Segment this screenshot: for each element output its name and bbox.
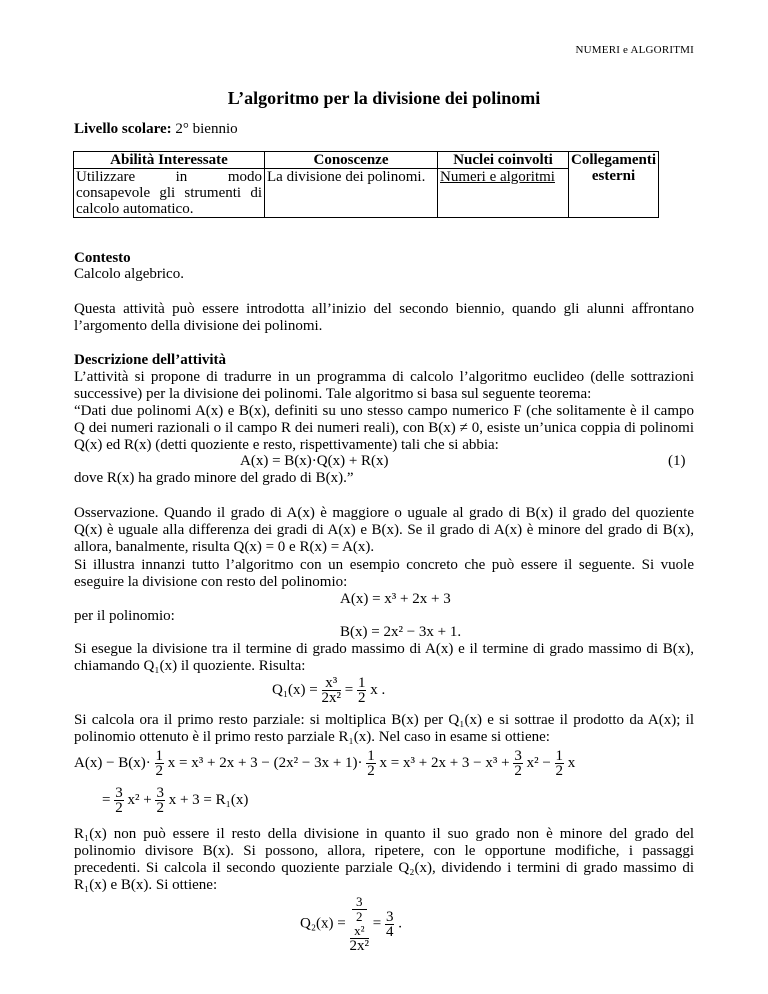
running-header: NUMERI e ALGORITMI [575, 44, 694, 56]
q2-denominator: 2x² [349, 938, 370, 954]
step3-paragraph: R₁(x) non può essere il resto della divisione in quanto il suo grado non è minore del grado del polinomio divisore B(x). Si possono, allora, ripetere, con le opportune modifiche, i passaggi precedenti. Si calcola il secondo quoziente parziale Q₂(x), dividendo i termini di grado massimo di R₁(x) e B(x). Si ottiene: [74, 826, 694, 893]
per-polynomial-label: per il polinomio: [74, 608, 175, 624]
q1-rhs-numerator: 1 [357, 675, 366, 691]
level-line [74, 121, 694, 138]
level-label: Livello scolare: [74, 121, 172, 137]
description-paragraph: L’attività si propone di tradurre in un programma di calcolo l’algoritmo euclideo (delle sottrazioni successive) per la divisione dei polinomi. Tale algoritmo si basa sul seguente teorema: [74, 369, 694, 402]
q1-rhs-denominator: 2 [357, 690, 366, 706]
q1-equals: = [344, 681, 354, 698]
r1-part-c2: x + 3 = R₁(x) [168, 791, 249, 808]
q1-denominator: 2x² [321, 690, 342, 706]
denominator: 2 [367, 763, 375, 779]
fraction [155, 749, 165, 778]
table-header-cell: Collegamenti esterni [569, 152, 659, 218]
r1-equals: = [102, 791, 111, 808]
context-heading: Contesto [74, 250, 131, 266]
step1-paragraph: Si esegue la divisione tra il termine di grado massimo di A(x) e il termine di grado massimo di B(x), chiamando Q₁(x) il quoziente. Risulta: [74, 641, 694, 674]
r1-part-c: x = x³ + 2x + 3 − x³ + [379, 754, 510, 771]
q1-numerator: x³ [322, 676, 342, 691]
polynomial-a: A(x) = x³ + 2x + 3 [340, 591, 451, 607]
fraction [155, 786, 165, 815]
numerator: 1 [155, 748, 164, 764]
r1-line2 [102, 786, 248, 815]
polynomial-b: B(x) = 2x² − 3x + 1. [340, 624, 462, 640]
intro-paragraph: Questa attività può essere introdotta all’inizio del secondo biennio, quando gli alunni affrontano l’argomento della divisione dei polinomi. [74, 301, 694, 334]
table-header-row [74, 152, 659, 169]
example-paragraph: Si illustra innanzi tutto l’algoritmo con un esempio concreto che può essere il seguente. Si vuole eseguire la divisione con resto del polinomio: [74, 557, 694, 590]
numerator: 3 [115, 785, 123, 801]
fraction [513, 749, 523, 778]
numerator: 3 [385, 908, 394, 925]
q2-equals: = [372, 915, 382, 932]
r1-part-e: x [567, 754, 576, 771]
table-header-cell: Abilità Interessate [74, 152, 265, 169]
equation-number: (1) [668, 453, 686, 469]
r1-part-d: x² − [526, 754, 551, 771]
r1-line1 [74, 749, 575, 778]
fraction [385, 910, 395, 939]
denominator: 2 [115, 800, 123, 816]
q2-end: . [398, 915, 402, 932]
r1-part-b: x = x³ + 2x + 3 − (2x² − 3x + 1)· [167, 754, 363, 771]
denominator: 2 [555, 763, 564, 779]
q1-fraction [322, 676, 342, 705]
denominator: 2 [356, 909, 363, 924]
q2-numerator [350, 895, 370, 939]
theorem-formula: A(x) = B(x)·Q(x) + R(x) [240, 453, 389, 469]
observation-paragraph: Osservazione. Quando il grado di A(x) è maggiore o uguale al grado di B(x) il grado del quoziente Q(x) è uguale alla differenza dei gradi di A(x) e B(x). Se il grado di A(x) è minore del grado di B(x), allora, banalmente, risulta Q(x) = 0 e R(x) = A(x). [74, 505, 694, 555]
r1-part-b2: x² + [127, 791, 152, 808]
fraction [352, 895, 368, 924]
table-cell: Numeri e algoritmi [438, 169, 569, 218]
q2-fraction [350, 895, 370, 953]
q2-formula [300, 895, 402, 953]
level-value: 2° biennio [175, 121, 238, 137]
denominator: 2 [514, 763, 522, 779]
theorem-end: dove R(x) ha grado minore del grado di B(x).” [74, 470, 354, 486]
fraction [114, 786, 124, 815]
q1-rhs-var: x . [370, 681, 386, 698]
table-header-cell: Conoscenze [265, 152, 438, 169]
r1-part-a: A(x) − B(x)· [74, 754, 151, 771]
table-cell: La divisione dei polinomi. [265, 169, 438, 218]
table-header-cell: Nuclei coinvolti [438, 152, 569, 169]
denominator: 2 [155, 763, 164, 779]
denominator: 2 [156, 800, 164, 816]
page-title: L’algoritmo per la divisione dei polinomi [227, 88, 541, 108]
theorem-paragraph: “Dati due polinomi A(x) e B(x), definiti su uno stesso campo numerico F (che solitamente è il campo Q dei numeri razionali o il campo R dei numeri reali), con B(x) ≠ 0, esiste un’unica coppia di polinomi Q(x) ed R(x) (detti quoziente e resto, rispettivamente) tali che si abbia: [74, 403, 694, 453]
q1-formula [272, 676, 385, 705]
q2-lhs: Q₂(x) = [300, 915, 346, 932]
numerator: 3 [514, 748, 522, 764]
q1-rhs-fraction [357, 676, 367, 705]
description-heading: Descrizione dell’attività [74, 352, 227, 368]
numerator: 3 [156, 785, 164, 801]
numerator: 1 [555, 748, 564, 764]
table-cell: Utilizzare in modo consapevole gli strumenti di calcolo automatico. [74, 169, 265, 218]
numerator: 3 [352, 895, 368, 910]
numerator: 1 [367, 748, 375, 764]
skills-table [73, 151, 659, 218]
fraction [555, 749, 565, 778]
fraction [366, 749, 376, 778]
q1-lhs: Q₁(x) = [272, 681, 318, 698]
context-text: Calcolo algebrico. [74, 266, 184, 282]
q2-inner-var: x² [354, 923, 365, 938]
step2-paragraph: Si calcola ora il primo resto parziale: si moltiplica B(x) per Q₁(x) e si sottrae il prodotto da A(x); il polinomio ottenuto è il primo resto parziale R₁(x). Nel caso in esame si ottiene: [74, 712, 694, 745]
denominator: 4 [385, 923, 394, 940]
